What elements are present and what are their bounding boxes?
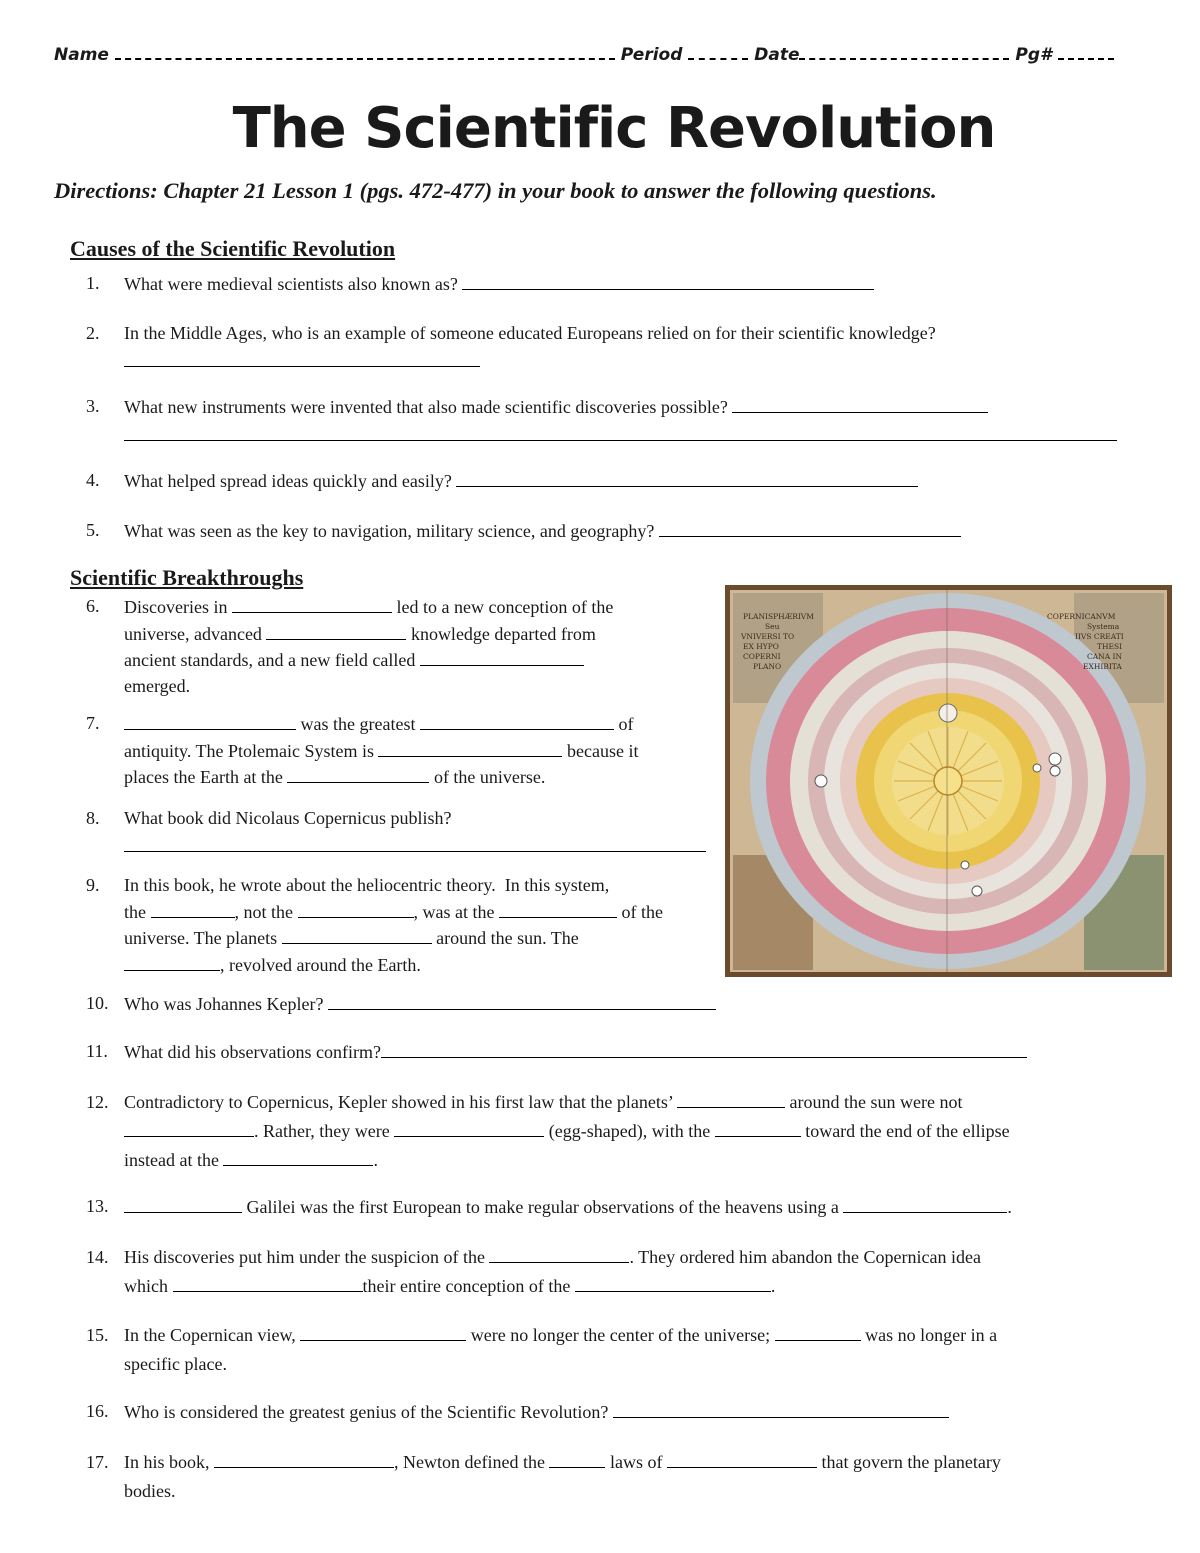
section-breakthroughs-heading: Scientific Breakthroughs	[70, 565, 304, 590]
right-banner-line-3: THESI	[1097, 642, 1123, 651]
answer-blank[interactable]	[282, 925, 432, 944]
answer-blank[interactable]	[499, 899, 617, 918]
question-text: instead at the	[124, 1150, 219, 1170]
planet-icon	[1050, 766, 1060, 776]
question-text: that govern the planetary	[821, 1452, 1001, 1472]
question-text: specific place.	[124, 1354, 227, 1374]
section-causes-heading: Causes of the Scientific Revolution	[70, 236, 396, 261]
question-text: . Rather, they were	[254, 1121, 390, 1141]
left-banner-line-3: EX HYPO	[743, 642, 779, 651]
answer-blank[interactable]	[232, 594, 392, 613]
question-number: 7.	[86, 713, 100, 733]
planet-icon	[815, 775, 827, 787]
question-number: 11.	[86, 1041, 108, 1061]
answer-blank[interactable]	[173, 1273, 363, 1292]
directions: Directions: Chapter 21 Lesson 1 (pgs. 472-477) in your book to answer the following questions.	[54, 178, 937, 203]
answer-blank[interactable]	[613, 1399, 949, 1418]
copernican-planisphere-illustration	[725, 585, 1172, 977]
answer-blank[interactable]	[732, 394, 988, 413]
question-number: 6.	[86, 596, 100, 616]
right-banner-title: COPERNICANVM	[1047, 612, 1116, 621]
right-banner-line-1: Systema	[1087, 622, 1120, 631]
question-text: His discoveries put him under the suspicion of the	[124, 1247, 485, 1267]
planet-icon	[1033, 764, 1041, 772]
answer-blank[interactable]	[420, 711, 614, 730]
answer-blank[interactable]	[124, 366, 480, 367]
right-banner-line-4: CANA IN	[1087, 652, 1123, 661]
name-blank[interactable]	[115, 44, 615, 60]
question-text: around the sun. The	[436, 928, 579, 948]
question-text: the	[124, 901, 146, 922]
answer-blank[interactable]	[775, 1322, 861, 1341]
answer-blank[interactable]	[214, 1449, 394, 1468]
question-number: 4.	[86, 470, 100, 490]
question-text: What new instruments were invented that also made scientific discoveries possible?	[124, 397, 728, 417]
name-label: Name	[54, 45, 109, 65]
question-number: 8.	[86, 808, 100, 828]
answer-blank[interactable]	[677, 1089, 785, 1108]
question-text: , Newton defined the	[394, 1452, 545, 1472]
question-text: laws of	[609, 1452, 663, 1472]
question-text: Who was Johannes Kepler?	[124, 994, 324, 1014]
question-text: Discoveries in	[124, 597, 228, 617]
page-number-blank[interactable]	[1058, 44, 1114, 60]
answer-blank[interactable]	[462, 271, 874, 290]
answer-blank[interactable]	[843, 1194, 1007, 1213]
answer-blank[interactable]	[420, 647, 584, 666]
question-text: What did his observations confirm?	[124, 1042, 381, 1062]
question-text: .	[1007, 1197, 1012, 1217]
left-banner-title: PLANISPHÆRIVM	[743, 612, 814, 621]
planet-icon	[1049, 753, 1061, 765]
question-number: 5.	[86, 520, 100, 540]
question-text: . They ordered him abandon the Copernican idea	[629, 1247, 981, 1267]
question-text: What book did Nicolaus Copernicus publish?	[124, 808, 452, 828]
answer-blank[interactable]	[394, 1118, 544, 1137]
page-title: The Scientific Revolution	[232, 96, 996, 161]
question-text: In his book,	[124, 1452, 210, 1472]
question-text: led to a new conception of the	[396, 597, 614, 617]
planisphere-svg	[725, 585, 1172, 977]
question-text: universe, advanced	[124, 623, 262, 644]
question-number: 9.	[86, 875, 100, 895]
left-banner-line-4: COPERNI	[743, 652, 781, 661]
planet-icon	[972, 886, 982, 896]
question-text: which	[124, 1276, 168, 1296]
question-number: 12.	[86, 1092, 109, 1112]
left-banner-line-1: Seu	[765, 622, 780, 631]
question-text: In this book, he wrote about the heliocentric theory. In this system,	[124, 875, 610, 895]
period-label: Period	[620, 45, 683, 65]
question-number: 10.	[86, 993, 109, 1013]
question-text: What was seen as the key to navigation, military science, and geography?	[124, 521, 655, 541]
question-text: universe. The planets	[124, 928, 278, 948]
student-info-header	[54, 44, 1114, 65]
question-text: was no longer in a	[865, 1325, 998, 1345]
question-text: What helped spread ideas quickly and easily?	[124, 471, 452, 491]
question-text: were no longer the center of the universe;	[470, 1325, 771, 1345]
question-text: knowledge departed from	[410, 623, 596, 644]
question-text: .	[770, 1276, 776, 1296]
question-number: 14.	[86, 1247, 109, 1267]
question-number: 3.	[86, 396, 100, 416]
question-text: In the Copernican view,	[124, 1325, 296, 1345]
answer-blank[interactable]	[124, 851, 706, 852]
question-text: because it	[566, 740, 639, 761]
question-text: places the Earth at the	[124, 767, 283, 787]
question-text: antiquity. The Ptolemaic System is	[124, 740, 374, 761]
question-text: Contradictory to Copernicus, Kepler showed in his first law that the planets’	[124, 1092, 673, 1112]
question-number: 15.	[86, 1325, 109, 1345]
date-blank[interactable]	[799, 44, 1009, 60]
answer-blank[interactable]	[456, 468, 918, 487]
question-text: In the Middle Ages, who is an example of someone educated Europeans relied on for their scientific knowledge?	[124, 323, 936, 343]
answer-blank[interactable]	[489, 1244, 629, 1263]
answer-blank[interactable]	[124, 1194, 242, 1213]
question-text: toward the end of the ellipse	[805, 1121, 1010, 1141]
page-number-label: Pg#	[1015, 45, 1052, 65]
answer-blank[interactable]	[124, 711, 296, 730]
planet-icon	[961, 861, 969, 869]
question-text: around the sun were not	[789, 1092, 963, 1112]
planet-earth-icon	[939, 704, 957, 722]
answer-blank[interactable]	[124, 440, 1117, 441]
question-text: , revolved around the Earth.	[220, 954, 421, 975]
left-banner-line-5: PLANO	[753, 662, 782, 671]
question-number: 13.	[86, 1196, 109, 1216]
question-text: Galilei was the first European to make regular observations of the heavens using a	[246, 1197, 839, 1217]
question-text: was the greatest	[300, 714, 416, 734]
question-text: emerged.	[124, 675, 191, 696]
question-number: 16.	[86, 1401, 109, 1421]
question-number: 17.	[86, 1452, 109, 1472]
answer-blank[interactable]	[575, 1273, 771, 1292]
answer-blank[interactable]	[124, 1118, 254, 1137]
question-text: What were medieval scientists also known as?	[124, 274, 458, 294]
answer-blank[interactable]	[124, 952, 220, 971]
question-text: their entire conception of the	[362, 1276, 571, 1296]
question-text: (egg-shaped), with the	[548, 1121, 711, 1141]
question-text: bodies.	[124, 1481, 176, 1501]
question-text: Who is considered the greatest genius of the Scientific Revolution?	[124, 1402, 609, 1422]
right-banner-line-5: EXHIBITA	[1083, 662, 1122, 671]
answer-blank[interactable]	[715, 1118, 801, 1137]
answer-blank[interactable]	[287, 764, 429, 783]
question-text: .	[373, 1150, 378, 1170]
question-text: ancient standards, and a new field called	[124, 650, 416, 670]
answer-blank[interactable]	[151, 899, 235, 918]
question-text: , not the	[234, 901, 293, 922]
answer-blank[interactable]	[266, 621, 406, 640]
question-number: 2.	[86, 323, 100, 343]
question-text: of the universe.	[433, 767, 546, 787]
sun-icon	[934, 767, 962, 795]
answer-blank[interactable]	[328, 991, 716, 1010]
answer-blank[interactable]	[381, 1039, 1027, 1058]
answer-blank[interactable]	[549, 1449, 605, 1468]
question-text: of the	[621, 901, 663, 922]
answer-blank[interactable]	[659, 518, 961, 537]
answer-blank[interactable]	[300, 1322, 466, 1341]
answer-blank[interactable]	[667, 1449, 817, 1468]
left-banner-line-2: VNIVERSI TO	[741, 632, 795, 641]
answer-blank[interactable]	[223, 1147, 373, 1166]
right-banner-line-2: IIVS CREATI	[1075, 632, 1124, 641]
date-label: Date	[754, 45, 800, 65]
answer-blank[interactable]	[378, 738, 562, 757]
question-number: 1.	[86, 273, 100, 293]
question-text: , was at the	[413, 901, 495, 922]
answer-blank[interactable]	[298, 899, 414, 918]
question-text: of	[618, 714, 634, 734]
period-blank[interactable]	[688, 44, 748, 60]
